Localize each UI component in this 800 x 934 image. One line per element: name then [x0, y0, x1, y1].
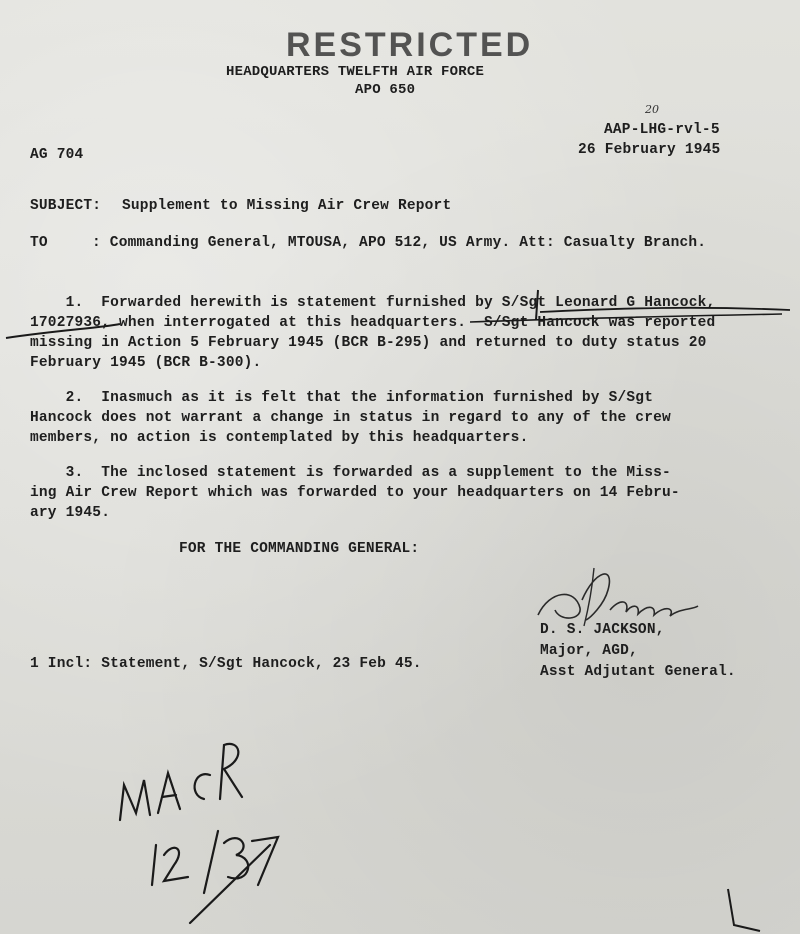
subject-label: SUBJECT:: [30, 198, 102, 214]
to-label: TO: [30, 235, 48, 251]
signer-rank: Major, AGD,: [540, 643, 638, 659]
document-date: 26 February 1945: [578, 142, 721, 158]
paragraph-2: 2. Inasmuch as it is felt that the information furnished by S/Sgt Hancock does not warrant a change in status in regard to any of the crew members, no action is contemplated by this headquarters.: [30, 390, 671, 446]
paragraph-1: 1. Forwarded herewith is statement furnished by S/Sgt Leonard G Hancock, 17027936, when interrogated at this headquarters. S/Sgt Hancock was reported missing in Action 5 February 1945 (BCR B-295) and returned to duty status 20 February 1945 (BCR B-300).: [30, 295, 716, 371]
corner-pen-mark: [710, 885, 770, 934]
for-commanding-general: FOR THE COMMANDING GENERAL:: [179, 541, 420, 557]
handwritten-macr-annotation: [100, 725, 300, 925]
signer-title: Asst Adjutant General.: [540, 664, 736, 680]
to-text: : Commanding General, MTOUSA, APO 512, US Army. Att: Casualty Branch.: [92, 235, 707, 251]
paragraph-3: 3. The inclosed statement is forwarded as a supplement to the Miss- ing Air Crew Report which was forwarded to your headquarters on 14 Febru- ary 1945.: [30, 465, 680, 521]
handwritten-note: 20: [645, 103, 659, 116]
header-org: HEADQUARTERS TWELFTH AIR FORCE: [226, 64, 485, 80]
ag-number: AG 704: [30, 147, 84, 163]
header-apo: APO 650: [355, 82, 416, 98]
inclosure-line: 1 Incl: Statement, S/Sgt Hancock, 23 Feb 45.: [30, 656, 422, 672]
restricted-stamp: RESTRICTED: [286, 26, 534, 64]
file-reference: AAP-LHG-rvl-5: [604, 122, 720, 138]
subject-text: Supplement to Missing Air Crew Report: [122, 198, 452, 214]
signer-name: D. S. JACKSON,: [540, 622, 665, 638]
